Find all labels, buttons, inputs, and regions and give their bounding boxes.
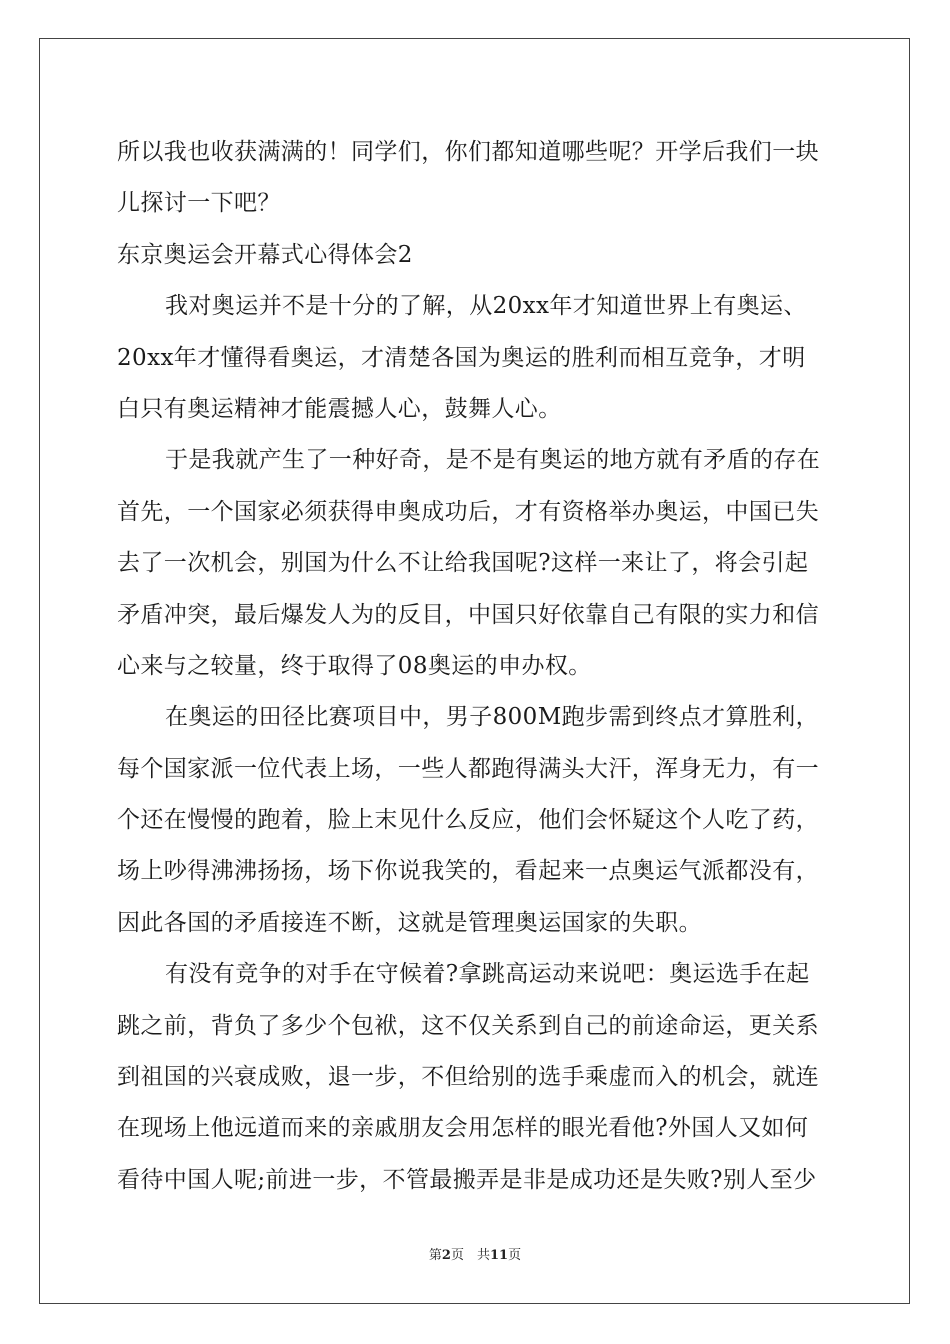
text-line: 到祖国的兴衰成败，退一步，不但给别的选手乘虚而入的机会，就连: [117, 1064, 819, 1091]
footer-suffix: 页: [508, 1248, 522, 1263]
page-footer: [0, 1247, 950, 1265]
footer-prefix: 第: [428, 1248, 442, 1263]
text-line: 首先，一个国家必须获得申奥成功后，才有资格举办奥运，中国已失: [117, 498, 819, 525]
text-line: 心来与之较量，终于取得了08奥运的申办权。: [117, 652, 592, 679]
text-line: 于是我就产生了一种好奇，是不是有奥运的地方就有矛盾的存在: [165, 447, 821, 474]
document-body: [117, 127, 852, 1206]
text-line: 个还在慢慢的跑着，脸上末见什么反应，他们会怀疑这个人吃了药，: [117, 807, 819, 834]
text-line: 所以我也收获满满的！同学们，你们都知道哪些呢？开学后我们一块: [117, 139, 819, 165]
text-line: 看待中国人呢;前进一步，不管最搬弄是非是成功还是失败?别人至少: [117, 1166, 817, 1193]
text-line: 每个国家派一位代表上场，一些人都跑得满头大汗，浑身无力，有一: [117, 755, 819, 782]
text-line: 去了一次机会，别国为什么不让给我国呢?这样一来让了，将会引起: [117, 550, 809, 577]
text-line: 20xx年才懂得看奥运，才清楚各国为奥运的胜利而相互竞争，才明: [117, 344, 806, 371]
footer-mid: 页 共: [450, 1248, 490, 1263]
text-line: 东京奥运会开幕式心得体会2: [117, 241, 413, 268]
text-line: 矛盾冲突，最后爆发人为的反目，中国只好依靠自己有限的实力和信: [117, 601, 819, 628]
current-page-number: 2: [441, 1248, 451, 1263]
text-line: 在奥运的田径比赛项目中，男子800M跑步需到终点才算胜利，: [165, 704, 820, 731]
text-line: 场上吵得沸沸扬扬，场下你说我笑的，看起来一点奥运气派都没有，: [117, 858, 819, 885]
text-line: 白只有奥运精神才能震撼人心，鼓舞人心。: [117, 395, 562, 422]
text-line: 在现场上他远道而来的亲戚朋友会用怎样的眼光看他?外国人又如何: [117, 1115, 809, 1142]
total-page-number: 11: [489, 1248, 509, 1263]
text-line: 因此各国的矛盾接连不断，这就是管理奥运国家的失职。: [117, 909, 702, 936]
text-line: 我对奥运并不是十分的了解，从20xx年才知道世界上有奥运、: [165, 293, 807, 320]
text-line: 有没有竞争的对手在守候着?拿跳高运动来说吧：奥运选手在起: [165, 961, 810, 988]
text-line: 儿探讨一下吧？: [117, 190, 281, 217]
text-line: 跳之前，背负了多少个包袱，这不仅关系到自己的前途命运，更关系: [117, 1012, 819, 1039]
